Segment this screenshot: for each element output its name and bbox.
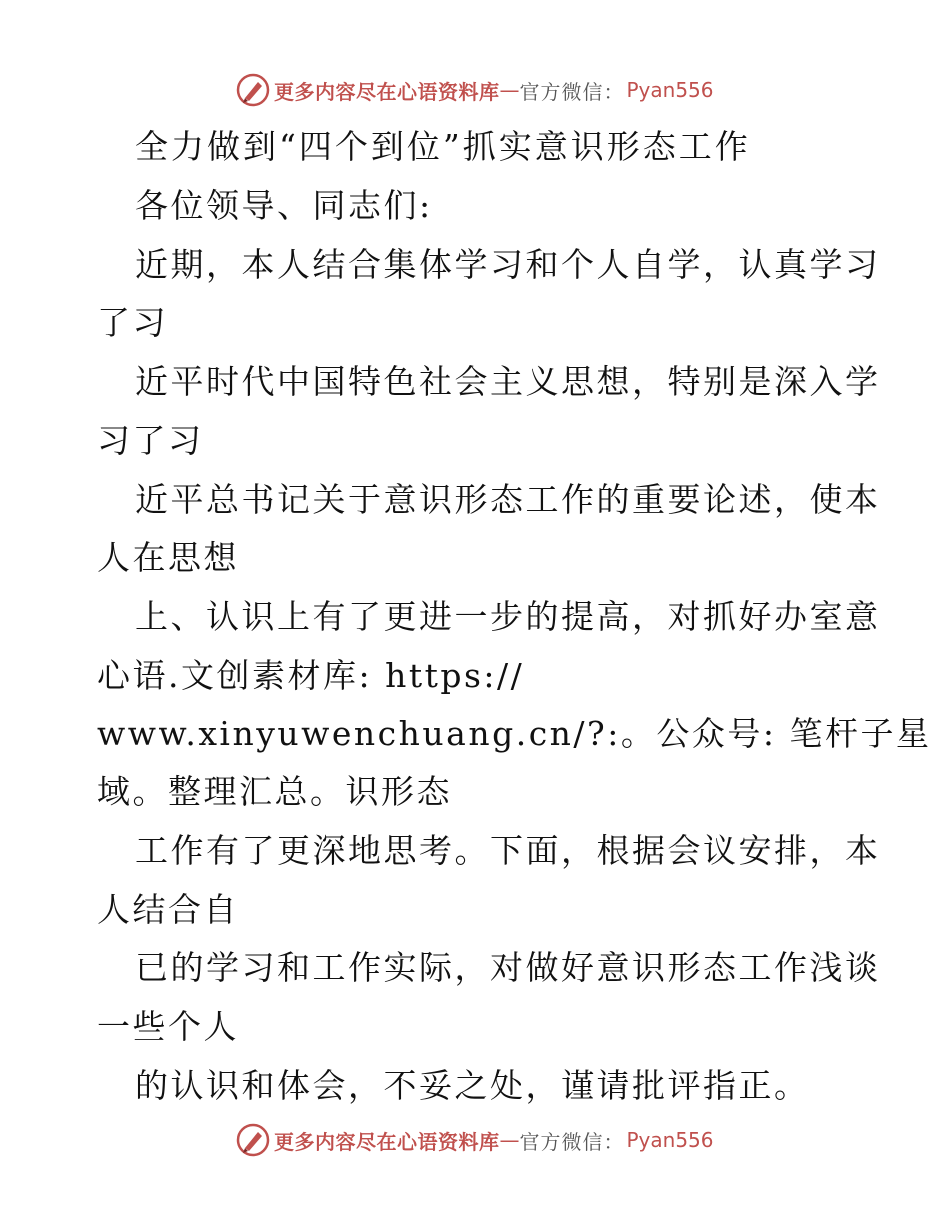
text-line: 工作有了更深地思考。下面，根据会议安排，本 xyxy=(135,831,881,870)
text-line: 近期，本人结合集体学习和个人自学，认真学习 xyxy=(135,245,881,284)
text-line: 近平总书记关于意识形态工作的重要论述，使本 xyxy=(135,480,881,519)
text-line: 心语.文创素材库: https:// xyxy=(97,656,525,695)
banner-official-label: 官方微信： xyxy=(519,79,625,104)
text-line: 一些个人 xyxy=(97,1007,239,1046)
banner-wechat-id: Pyan556 xyxy=(626,1128,714,1152)
text-line: 的认识和体会，不妥之处，谨请批评指正。 xyxy=(135,1066,810,1105)
text-line: 已的学习和工作实际，对做好意识形态工作浅谈 xyxy=(135,948,881,987)
document-title: 全力做到“四个到位”抓实意识形态工作 xyxy=(135,127,751,166)
text-line: 了习 xyxy=(97,303,168,342)
pen-logo-icon xyxy=(236,1123,270,1157)
text-line: 人结合自 xyxy=(97,890,239,929)
header-watermark-banner xyxy=(236,72,714,108)
banner-slogan: 更多内容尽在心语资料库 xyxy=(274,1129,500,1154)
banner-separator: — xyxy=(499,1128,520,1152)
pen-logo-icon xyxy=(236,73,270,107)
text-line: 各位领导、同志们: xyxy=(135,186,433,225)
banner-official-label: 官方微信： xyxy=(519,1129,625,1154)
text-line: 习了习 xyxy=(97,421,204,460)
text-line: 近平时代中国特色社会主义思想，特别是深入学 xyxy=(135,362,881,401)
text-line: 人在思想 xyxy=(97,538,239,577)
banner-separator: — xyxy=(499,78,520,102)
banner-slogan: 更多内容尽在心语资料库 xyxy=(274,79,500,104)
text-line: 上、认识上有了更进一步的提高，对抓好办室意 xyxy=(135,597,881,636)
text-line: www.xinyuwenchuang.cn/?:。公众号: 笔杆子星 xyxy=(97,714,932,753)
banner-wechat-id: Pyan556 xyxy=(626,78,714,102)
footer-watermark-banner xyxy=(236,1122,714,1158)
text-line: 域。整理汇总。识形态 xyxy=(97,772,452,811)
